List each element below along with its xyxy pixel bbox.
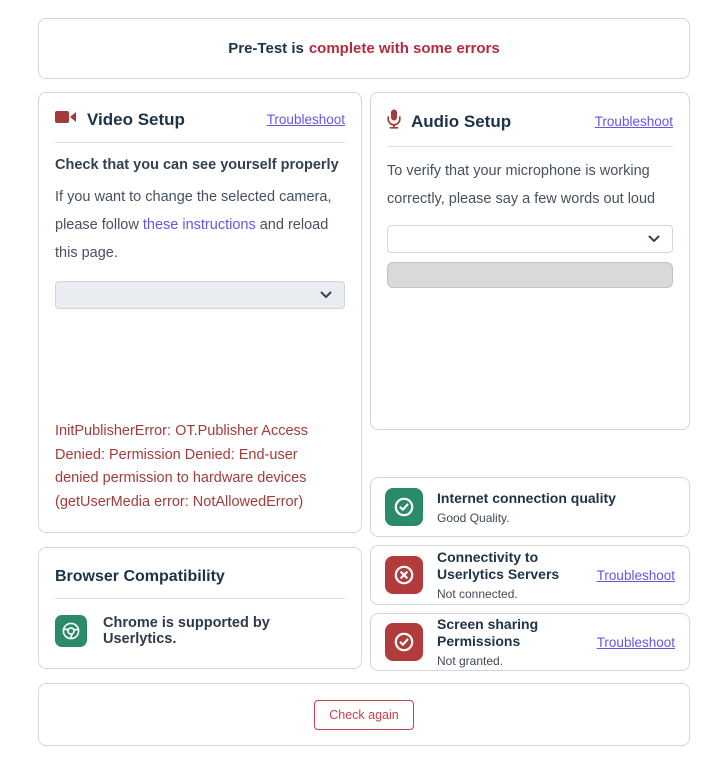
chevron-down-icon	[320, 286, 332, 304]
pretest-page	[38, 0, 690, 746]
video-troubleshoot-link[interactable]: Troubleshoot	[266, 112, 345, 127]
audio-level-meter	[387, 262, 673, 288]
screen-sharing-title: Screen sharing Permissions	[437, 616, 539, 649]
microphone-icon	[387, 109, 401, 134]
screen-sharing-card	[370, 613, 690, 671]
video-instructions-before: If you want to change the selected camera, please follow	[55, 189, 332, 233]
pretest-result-banner	[38, 18, 690, 79]
audio-troubleshoot-link[interactable]: Troubleshoot	[594, 114, 673, 129]
internet-quality-card	[370, 477, 690, 537]
banner-title-prefix: Pre-Test is	[228, 40, 304, 57]
screen-sharing-troubleshoot-link[interactable]: Troubleshoot	[596, 634, 675, 650]
browser-support-message: Chrome is supported by Userlytics.	[103, 615, 270, 647]
banner-title-status: complete with some errors	[308, 40, 500, 57]
check-circle-icon	[385, 623, 423, 661]
video-instructions-after: and reload this page.	[55, 217, 329, 261]
microphone-select[interactable]	[387, 225, 673, 253]
internet-quality-status: Good Quality.	[437, 510, 510, 525]
server-connectivity-title: Connectivity to Userlytics Servers	[437, 549, 560, 582]
audio-setup-title: Audio Setup	[411, 111, 512, 131]
audio-description-text: To verify that your microphone is working correctly, please say a few words out loud	[387, 163, 656, 207]
video-setup-card	[38, 92, 362, 533]
divider	[55, 142, 345, 143]
video-error-message: InitPublisherError: OT.Publisher Access Denied: Permission Denied: End-user denied permission to hardware devices (getUserMedia error: NotAllowedError)	[55, 423, 309, 510]
server-connectivity-status: Not connected.	[437, 587, 518, 601]
check-again-button[interactable]: Check again	[314, 700, 414, 730]
browser-compatibility-title: Browser Compatibility	[55, 568, 225, 585]
camera-select[interactable]	[55, 281, 345, 309]
x-circle-icon	[385, 556, 423, 594]
audio-setup-card	[370, 92, 690, 430]
server-connectivity-card	[370, 545, 690, 605]
screen-sharing-status: Not granted.	[437, 654, 504, 668]
chevron-down-icon	[648, 230, 660, 248]
divider	[55, 598, 345, 599]
server-troubleshoot-link[interactable]: Troubleshoot	[596, 567, 675, 583]
video-setup-title: Video Setup	[87, 109, 185, 129]
video-instructions-text	[55, 183, 345, 267]
these-instructions-link[interactable]: these instructions	[142, 217, 256, 233]
internet-quality-title: Internet connection quality	[437, 489, 616, 506]
video-camera-icon	[55, 109, 77, 130]
chrome-logo-icon	[55, 615, 87, 647]
browser-compatibility-card	[38, 547, 362, 669]
check-circle-icon	[385, 488, 423, 526]
video-check-subtitle: Check that you can see yourself properly	[55, 157, 339, 173]
divider	[387, 146, 673, 147]
footer-action-card	[38, 683, 690, 746]
